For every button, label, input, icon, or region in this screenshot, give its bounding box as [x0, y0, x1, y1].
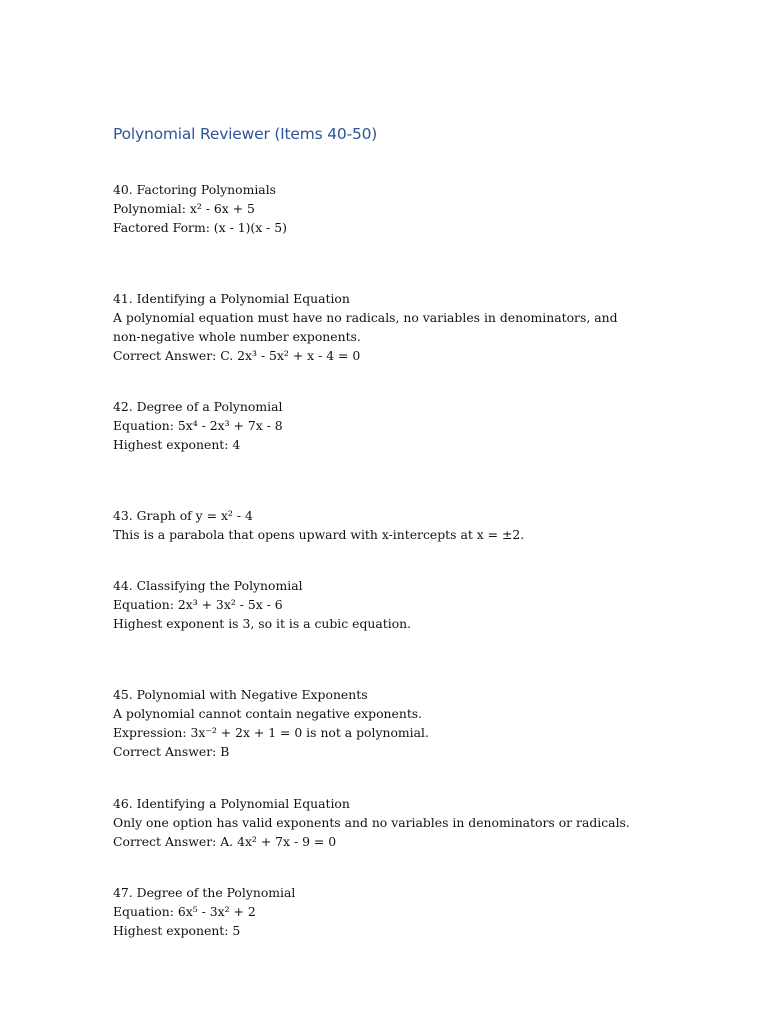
item-line: Correct Answer: C. 2x³ - 5x² + x - 4 = 0: [113, 348, 361, 363]
item-43: [113, 506, 633, 544]
item-line: This is a parabola that opens upward with x-intercepts at x = ±2.: [113, 527, 525, 542]
item-line: Highest exponent: 5: [113, 923, 241, 938]
item-46: [113, 794, 633, 851]
item-line: Highest exponent: 4: [113, 437, 241, 452]
item-line: A polynomial cannot contain negative exponents.: [113, 706, 423, 721]
item-47: [113, 883, 633, 940]
item-heading: 41. Identifying a Polynomial Equation: [113, 291, 350, 306]
item-line: Only one option has valid exponents and no variables in denominators or radicals.: [113, 815, 630, 830]
item-heading: 46. Identifying a Polynomial Equation: [113, 796, 350, 811]
item-heading: 40. Factoring Polynomials: [113, 182, 277, 197]
item-line: Polynomial: x² - 6x + 5: [113, 201, 255, 216]
item-heading: 44. Classifying the Polynomial: [113, 578, 303, 593]
item-line: A polynomial equation must have no radicals, no variables in denominators, and non-negative whole number exponents.: [113, 310, 618, 344]
item-line: Equation: 5x⁴ - 2x³ + 7x - 8: [113, 418, 283, 433]
item-heading: 47. Degree of the Polynomial: [113, 885, 296, 900]
item-line: Equation: 2x³ + 3x² - 5x - 6: [113, 597, 283, 612]
item-line: Highest exponent is 3, so it is a cubic equation.: [113, 616, 412, 631]
item-41: [113, 289, 633, 365]
item-heading: 45. Polynomial with Negative Exponents: [113, 687, 368, 702]
item-line: Expression: 3x⁻² + 2x + 1 = 0 is not a polynomial.: [113, 725, 429, 740]
item-line: Factored Form: (x - 1)(x - 5): [113, 220, 288, 235]
item-line: Correct Answer: B: [113, 744, 230, 759]
item-44: [113, 576, 633, 633]
item-42: [113, 397, 633, 454]
item-heading: 43. Graph of y = x² - 4: [113, 508, 253, 523]
document-title: Polynomial Reviewer (Items 40-50): [113, 125, 378, 143]
item-45: [113, 685, 633, 761]
item-heading: 42. Degree of a Polynomial: [113, 399, 283, 414]
item-40: [113, 180, 633, 237]
item-line: Equation: 6x⁵ - 3x² + 2: [113, 904, 256, 919]
item-line: Correct Answer: A. 4x² + 7x - 9 = 0: [113, 834, 337, 849]
